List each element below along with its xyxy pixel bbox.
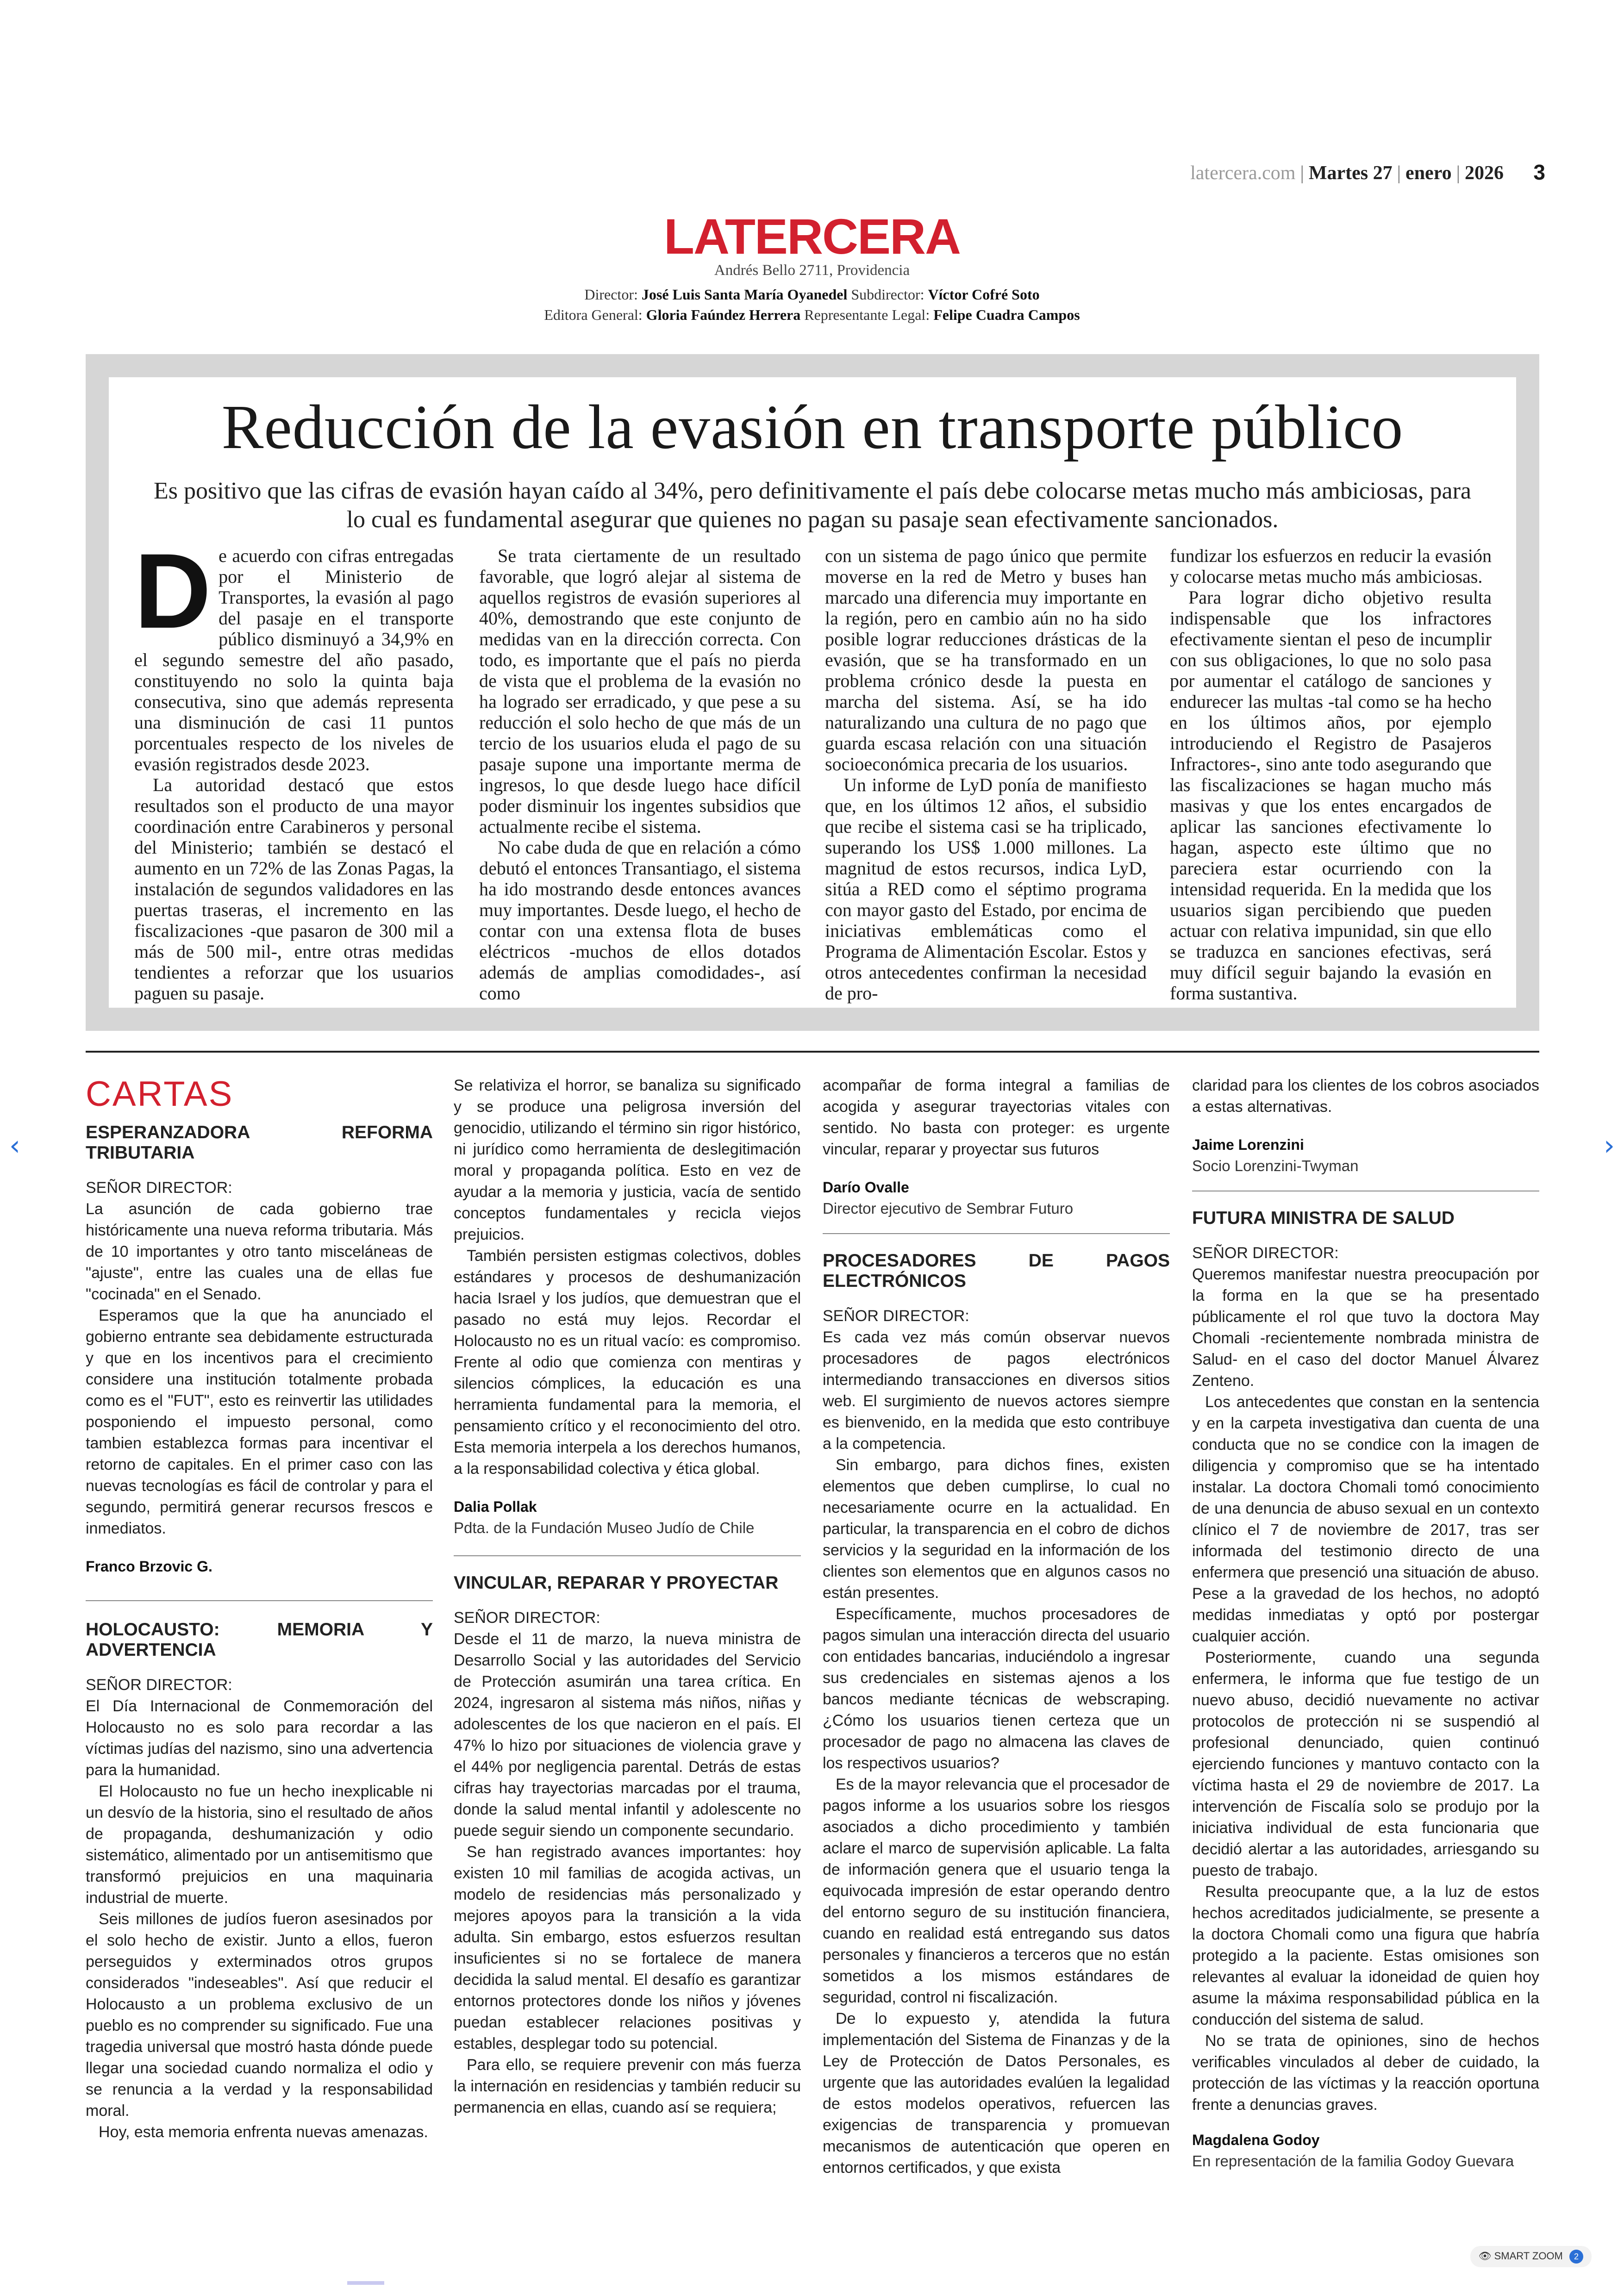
editorial-paragraph: Un informe de LyD ponía de manifiesto que, en los últimos 12 años, el subsidio que recibe el sistema casi se ha triplicado, superando los US$ 1.000 millones. La magnitud de estos recursos, indica LyD, sitúa a RED como el séptimo programa con mayor gasto del Estado, por encima de iniciativas emblemáticas como el Programa de Alimentación Escolar. Estos y otros antecedentes confirman la necesidad de pro- bbox=[825, 774, 1147, 1004]
letter-signature-role: En representación de la familia Godoy Guevara bbox=[1192, 2152, 1514, 2170]
letter-paragraph: Resulta preocupante que, a la luz de estos hechos acreditados judicialmente, se presente a la doctora Chomali como una figura que habría protegido a la paciente. Estas omisiones son relevantes al evaluar la idoneidad de quien hoy asume la máxima responsabilidad pública en la conducción del sistema de salud. bbox=[1192, 1883, 1539, 2028]
letter-paragraph: Posteriormente, cuando una segunda enfermera, le informa que fue testigo de un nuevo abuso, decidió nuevamente no activar protocolos de protección ni se suspendió al profesional denunciado, quien continuó ejerciendo funciones y mantuvo contacto con la víctima hasta el 29 de noviembre de 2017. La intervención de Fiscalía solo se produjo por la iniciativa individual de esta funcionaria que decidió alertar a las autoridades, arriesgando su puesto de trabajo. bbox=[1192, 1649, 1539, 1879]
editorial-paragraph: e acuerdo con cifras entregadas por el Ministerio de Transportes, la evasión al pago del pasaje en el transporte público disminuyó a 34,9% en el segundo semestre del año pasado, constituyendo no solo la quinta baja consecutiva, sino que además representa una disminución de casi 11 puntos porcentuales respecto de los niveles de evasión registrados desde 2023. bbox=[134, 545, 454, 774]
letter-paragraph: Queremos manifestar nuestra preocupación por la forma en la que se ha presentado públicamente el rol que tuvo la doctora May Chomali -recientemente nombrada ministra de Salud- en el caso del doctor Manuel Álvarez Zenteno. bbox=[1192, 1266, 1539, 1390]
dateline: latercera.com | Martes 27 | enero | 2026 bbox=[1190, 162, 1504, 184]
letter-paragraph: Se han registrado avances importantes: hoy existen 10 mil familias de acogida activas, un modelo de residencias más personalizado y mejores apoyos para la transición a la vida adulta. Sin embargo, estos esfuerzos resultan insuficientes si no se fortalece de manera decidida la salud mental. El desafío es garantizar entornos protectores donde los niños y jóvenes puedan establecer relaciones positivas y estables, desplegar todo su potencial. bbox=[454, 1843, 801, 2052]
editorial-paragraph: con un sistema de pago único que permite moverse en la red de Metro y buses han marcado una diferencia muy importante en la región, pero en cambio aún no ha sido posible lograr reducciones drásticas de la evasión, que se ha transformado en un problema crónico desde la puesta en marcha del sistema. Así, se ha ido naturalizando una cultura de no pago que guarda escasa relación con una situación socioeconómica precaria de los usuarios. bbox=[825, 545, 1147, 774]
letter-paragraph: Es cada vez más común observar nuevos procesadores de pagos electrónicos intermediando transacciones en diversos sitios web. El surgimiento de nuevos actores siempre es bienvenido, en la medida que esto contribuye a la competencia. bbox=[823, 1328, 1170, 1453]
letter-paragraph: Sin embargo, para dichos fines, existen elementos que deben cumplirse, lo cual no necesariamente ocurre en la actualidad. En particular, la transparencia en el cobro de dichos servicios y la seguridad en la información de los clientes son elementos que en algunos casos no están presentes. bbox=[823, 1456, 1170, 1602]
smart-zoom-label: SMART ZOOM bbox=[1494, 2250, 1563, 2262]
page-scroll-indicator[interactable] bbox=[347, 2281, 384, 2285]
letter-signature-role: Pdta. de la Fundación Museo Judío de Chile bbox=[454, 1519, 755, 1536]
letter-signature: Darío Ovalle bbox=[823, 1179, 909, 1196]
editorial-dek: Es positivo que las cifras de evasión hayan caído al 34%, pero definitivamente el país debe colocarse metas mucho más ambiciosas, para lo cual es fundamental asegurar que quienes no pagan su pasaje sean efectivamente sancionados. bbox=[153, 478, 1472, 533]
site-url[interactable]: latercera.com bbox=[1190, 162, 1296, 184]
editorial-paragraph: La autoridad destacó que estos resultados son el producto de una mayor coordinación entre Carabineros y personal del Ministerio; también se destacó el aumento en un 72% de las Zonas Pagas, la instalación de segundos validadores en las puertas traseras, el incremento en las fiscalizaciones -que pasaron de 300 mil a más de 500 mil-, entre otras medidas tendientes a reforzar que los usuarios paguen su pasaje. bbox=[134, 774, 454, 1004]
letter-paragraph: Los antecedentes que constan en la sentencia y en la carpeta investigativa dan cuenta de una conducta que no se condice con la imagen de diligencia y compromiso que se ha intentado instalar. La doctora Chomali tomó conocimiento de una denuncia de abuso sexual en un contexto clínico el 7 de noviembre de 2017, tras ser informada del testimonio directo de una enfermera que presenció una situación de abuso. Pese a la gravedad de los hechos, no adoptó medidas inmediatas y optó por postergar cualquier acción. bbox=[1192, 1393, 1539, 1645]
letter-paragraph: El Día Internacional de Conmemoración del Holocausto no es solo para recordar a las víctimas judías del nazismo, sino una advertencia para la humanidad. bbox=[86, 1697, 433, 1779]
letters-column-4 bbox=[1192, 1075, 1539, 2172]
letter-title: ESPERANZADORA REFORMA TRIBUTARIA bbox=[86, 1123, 433, 1163]
letter-paragraph: Para ello, se requiere prevenir con más fuerza la internación en residencias y también reducir su permanencia en ellas, cuando así se requiera; bbox=[454, 2056, 801, 2116]
letter-signature: Franco Brzovic G. bbox=[86, 1558, 212, 1575]
letter-paragraph: Esperamos que la que ha anunciado el gobierno entrante sea debidamente estructurada y que en los incentivos para el crecimiento considere una institución totalmente probada como es el "FUT", esto es reinvertir las utilidades posponiendo el impuesto personal, como tambien establezca formas para incentivar el retorno de capitales. En el primer caso con las nuevas tecnologías es fácil de controlar y para el segundo, permitirá generar recursos frescos e inmediatos. bbox=[86, 1307, 433, 1537]
letter-title: HOLOCAUSTO: MEMORIA Y ADVERTENCIA bbox=[86, 1620, 433, 1660]
date-month: enero bbox=[1405, 162, 1452, 184]
letter-divider bbox=[86, 1600, 433, 1601]
letter-title: FUTURA MINISTRA DE SALUD bbox=[1192, 1208, 1455, 1228]
smart-zoom-button[interactable] bbox=[1470, 2246, 1592, 2267]
dropcap: D bbox=[134, 531, 212, 650]
salutation: SEÑOR DIRECTOR: bbox=[1192, 1244, 1339, 1262]
letter-paragraph: claridad para los clientes de los cobros asociados a estas alternativas. bbox=[1192, 1077, 1539, 1116]
editorial-column-2 bbox=[479, 545, 801, 1004]
editorial-paragraph: Para lograr dicho objetivo resulta indispensable que los infractores efectivamente sientan el peso de incumplir con sus obligaciones, lo que no solo pasa por aumentar el catálogo de sanciones y endurecer las multas -tal como se ha hecho en los últimos años, por ejemplo introduciendo el Registro de Pasajeros Infractores-, sino ante todo asegurando que las fiscalizaciones se hagan mucho más masivas y que los entes encargados de aplicar las sanciones efectivamente lo hagan, aspecto este último que no pareciera estar ocurriendo con la intensidad requerida. En la medida que los usuarios sigan percibiendo que pueden actuar con relativa impunidad, sin que ello se traduzca en sanciones efectivas, será muy difícil seguir bajando la evasión en forma sustantiva. bbox=[1170, 587, 1492, 1004]
editora-name: Gloria Faúndez Herrera bbox=[646, 306, 801, 323]
director-name: José Luis Santa María Oyanedel bbox=[641, 286, 848, 303]
letter-paragraph: acompañar de forma integral a familias de acogida y asegurar trayectorias vitales con sentido. No basta con proteger: es urgente vincular, reparar y proyectar sus futuros bbox=[823, 1077, 1170, 1158]
salutation: SEÑOR DIRECTOR: bbox=[86, 1179, 232, 1197]
letter-signature-role: Director ejecutivo de Sembrar Futuro bbox=[823, 1200, 1074, 1217]
letter-title: VINCULAR, REPARAR Y PROYECTAR bbox=[454, 1573, 779, 1593]
cartas-section-title: CARTAS bbox=[86, 1074, 234, 1114]
page-number: 3 bbox=[1533, 160, 1545, 184]
eye-icon: 👁 bbox=[1478, 2250, 1492, 2262]
letters-column-3 bbox=[823, 1075, 1170, 2178]
salutation: SEÑOR DIRECTOR: bbox=[823, 1307, 969, 1325]
letter-paragraph: El Holocausto no fue un hecho inexplicable ni un desvío de la historia, sino el resultado de años de propaganda, deshumanización y odio sistemático, alimentado por un antisemitismo que transformó prejuicios en una maquinaria industrial de muerte. bbox=[86, 1783, 433, 1907]
letter-title: PROCESADORES DE PAGOS ELECTRÓNICOS bbox=[823, 1251, 1170, 1291]
date-year: 2026 bbox=[1465, 162, 1504, 184]
date-day: Martes 27 bbox=[1308, 162, 1393, 184]
newspaper-logo: LATERCERA bbox=[664, 208, 960, 264]
section-rule bbox=[86, 1051, 1539, 1053]
letter-paragraph: Seis millones de judíos fueron asesinados por el solo hecho de existir. Junto a ellos, fueron perseguidos y exterminados otros grupos considerados "indeseables". Así que reducir el Holocausto a un problema exclusivo de un pueblo es no comprender su significado. Fue una tragedia universal que mostró hasta dónde puede llegar una sociedad cuando normaliza el odio y se renuncia a la verdad y la responsabilidad moral. bbox=[86, 1910, 433, 2120]
letter-paragraph: Específicamente, muchos procesadores de pagos simulan una interacción directa del usuario con entidades bancarias, induciéndolo a ingresar sus credenciales en sistemas ajenos a los bancos mediante técnicas de webscraping. ¿Cómo los usuarios tienen certeza que un procesador de pago no almacena las claves de los respectivos usuarios? bbox=[823, 1605, 1170, 1772]
staff-line-2: Editora General: Gloria Faúndez Herrera Representante Legal: Felipe Cuadra Campos bbox=[544, 306, 1080, 323]
letter-paragraph: De lo expuesto y, atendida la futura implementación del Sistema de Finanzas y de la Ley de Protección de Datos Personales, es urgente que las autoridades evalúen la legalidad de estos modelos operativos, refuercen las exigencias de transparencia y promuevan mecanismos de autenticación que operen en entornos certificados, y que exista bbox=[823, 2010, 1170, 2177]
letter-paragraph: También persisten estigmas colectivos, dobles estándares y procesos de deshumanización hacia Israel y los judíos, que demuestran que el pasado no está muy lejos. Recordar el Holocausto no es un ritual vacío: es compromiso. Frente al odio que comienza con mentiras y silencios cómplices, la educación es una herramienta fundamental para la memoria, el pensamiento crítico y el reconocimiento del otro. Esta memoria interpela a los derechos humanos, a la responsabilidad colectiva y ética global. bbox=[454, 1247, 801, 1478]
letter-paragraph: No se trata de opiniones, sino de hechos verificables vinculados al deber de cuidado, la protección de las víctimas y la reacción oportuna frente a denuncias graves. bbox=[1192, 2032, 1539, 2114]
subdirector-name: Víctor Cofré Soto bbox=[928, 286, 1040, 303]
letter-signature-role: Socio Lorenzini-Twyman bbox=[1192, 1157, 1359, 1174]
letter-signature: Magdalena Godoy bbox=[1192, 2132, 1320, 2148]
letter-paragraph: Hoy, esta memoria enfrenta nuevas amenazas. bbox=[99, 2123, 428, 2141]
editorial-headline: Reducción de la evasión en transporte público bbox=[221, 393, 1404, 462]
letters-column-2 bbox=[454, 1075, 801, 2118]
letter-divider bbox=[823, 1233, 1170, 1234]
next-page-chevron-icon[interactable]: › bbox=[1604, 1129, 1615, 1162]
editorial-column-4 bbox=[1170, 545, 1492, 1004]
editorial-paragraph: fundizar los esfuerzos en reducir la evasión y colocarse metas mucho más ambiciosas. bbox=[1170, 545, 1492, 587]
letter-signature: Jaime Lorenzini bbox=[1192, 1136, 1304, 1153]
letter-paragraph: Se relativiza el horror, se banaliza su significado y se produce una peligrosa inversión del genocidio, utilizando el término sin rigor histórico, ni jurídico como herramienta de deslegitimación moral y propaganda política. Esto en vez de ayudar a la memoria y justicia, vacía de sentido conceptos fundamentales y recicla viejos prejuicios. bbox=[454, 1077, 801, 1243]
address: Andrés Bello 2711, Providencia bbox=[714, 262, 910, 279]
previous-page-chevron-icon[interactable]: ‹ bbox=[9, 1129, 20, 1162]
salutation: SEÑOR DIRECTOR: bbox=[86, 1676, 232, 1694]
editorial-paragraph: Se trata ciertamente de un resultado favorable, que logró alejar al sistema de aquellos registros de evasión superiores al 40%, demostrando que este conjunto de medidas van en la dirección correcta. Con todo, es importante que el país no pierda de vista que el problema de la evasión no ha logrado ser erradicado, y que pese a su reducción el solo hecho de que más de un tercio de los usuarios eluda el pago de su pasaje supone una importante merma de ingresos, lo que desde luego hace difícil poder disminuir los ingentes subsidios que actualmente recibe el sistema. bbox=[479, 545, 801, 837]
rep-name: Felipe Cuadra Campos bbox=[933, 306, 1080, 323]
staff-line-1: Director: José Luis Santa María Oyanedel Subdirector: Víctor Cofré Soto bbox=[584, 286, 1040, 303]
letter-signature: Dalia Pollak bbox=[454, 1498, 537, 1515]
letter-paragraph: Es de la mayor relevancia que el procesador de pagos informe a los usuarios sobre los riesgos asociados a dicho procedimiento y también aclare el marco de supervisión aplicable. La falta de información genera que el usuario tenga la equivocada impresión de estar operando dentro del entorno seguro de su institución financiera, cuando en realidad está entregando sus datos personales y financieros a terceros que no están sometidos a los mismos estándares de seguridad, control ni fiscalización. bbox=[823, 1776, 1170, 2006]
editorial-column-1 bbox=[134, 531, 454, 1004]
editorial-column-3 bbox=[825, 545, 1147, 1004]
editorial-paragraph: No cabe duda de que en relación a cómo debutó el entonces Transantiago, el sistema ha ido mostrando desde entonces avances muy importantes. Desde luego, el hecho de contar con una extensa flota de buses eléctricos -muchos de ellos dotados además de amplias comodidades-, así como bbox=[479, 837, 801, 1004]
letter-divider bbox=[454, 1555, 801, 1556]
letter-paragraph: Desde el 11 de marzo, la nueva ministra de Desarrollo Social y las autoridades del Servicio de Protección asumirán una tarea crítica. En 2024, ingresaron al sistema más niños, niñas y adolescentes de los que nacieron en el país. El 47% lo hizo por situaciones de violencia grave y el 44% por negligencia parental. Detrás de estas cifras hay trayectorias marcadas por el trauma, donde la salud mental infantil y adolescente no puede seguir siendo un componente secundario. bbox=[454, 1630, 801, 1840]
smart-zoom-badge: 2 bbox=[1569, 2250, 1583, 2264]
salutation: SEÑOR DIRECTOR: bbox=[454, 1609, 600, 1627]
letter-paragraph: La asunción de cada gobierno trae históricamente una nueva reforma tributaria. Más de 10 importantes y otro tanto misceláneas de "ajuste", entre las cuales una de ellas fue "cocinada" en el Senado. bbox=[86, 1200, 433, 1303]
letters-column-1 bbox=[86, 1123, 433, 2143]
